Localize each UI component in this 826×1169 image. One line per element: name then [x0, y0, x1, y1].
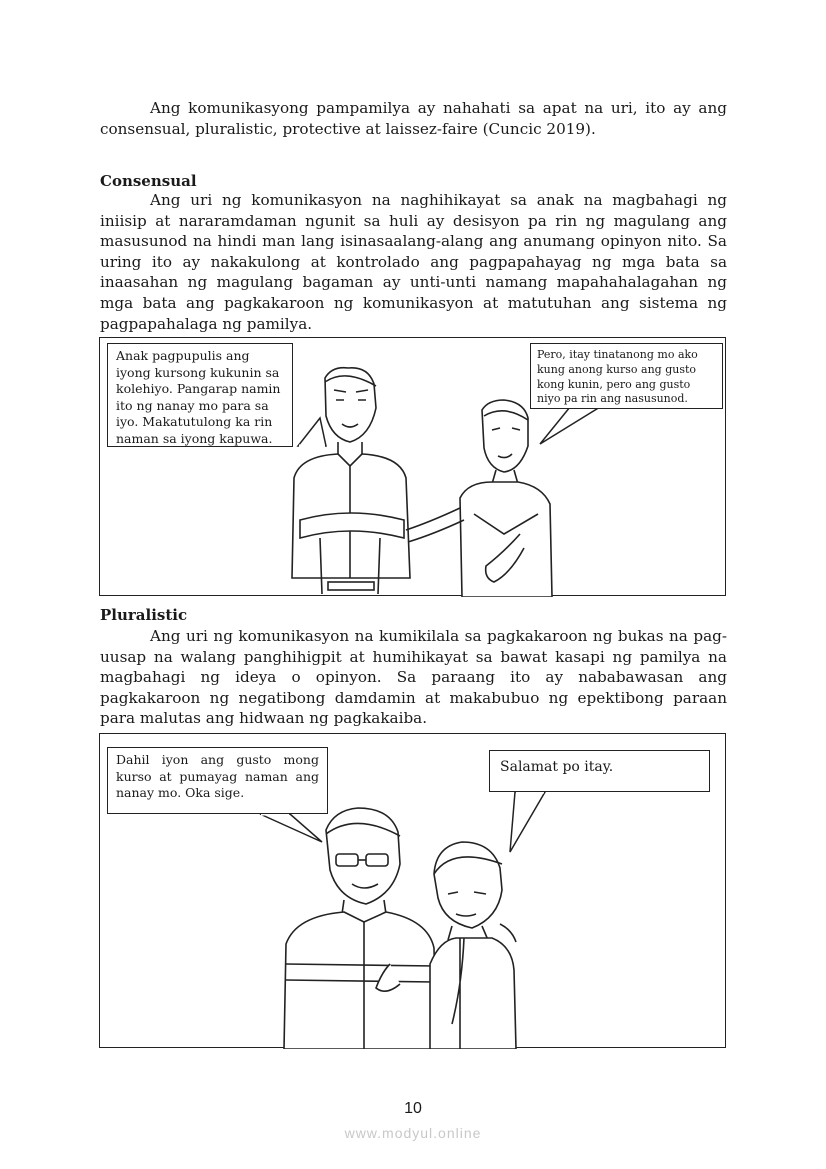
son-speech-bubble: Salamat po itay.: [489, 750, 710, 792]
father-bubble-tail: [298, 418, 326, 446]
father-figure: [292, 368, 410, 594]
intro-paragraph: Ang komunikasyong pampamilya ay nahahati sa apat na uri, ito ay ang consensual, pluralistic, protective at laissez-faire (Cuncic 2019).: [100, 99, 727, 138]
father-figure: [284, 808, 436, 1049]
consensual-paragraph: Ang uri ng komunikasyon na naghihikayat sa anak na magbahagi ng iniisip at nararamdaman ngunit sa huli ay desisyon pa rin ng magulang ang masusunod na hindi man lang isinasaalang-alang ang anumang opinyon nito. Sa uring ito ay nakakulong at kontrolado ang pagpapahayag ng mga bata sa inaasahan ng magulang bagaman ay unti-unti namang mapahahalagahan ng mga bata ang pagkakaroon ng komunikasyon at matutuhan ang sistema ng pagpapahalaga ng pamilya.: [100, 191, 727, 333]
comic-panel-consensual: [99, 337, 726, 596]
son-speech-bubble: Pero, itay tinatanong mo ako kung anong kurso ang gusto kong kunin, pero ang gusto niyo pa rin ang nasusunod.: [530, 343, 723, 409]
father-speech-bubble: Dahil iyon ang gusto mong kurso at pumayag naman ang nanay mo. Oka sige.: [107, 747, 328, 814]
father-bubble-tail: [260, 814, 322, 842]
son-figure: [406, 400, 552, 597]
section-heading-consensual: Consensual: [100, 172, 197, 190]
watermark-text: www.modyul.online: [344, 1125, 482, 1141]
son-figure: [430, 842, 516, 1049]
pluralistic-paragraph: Ang uri ng komunikasyon na kumikilala sa pagkakaroon ng bukas na pag-uusap na walang panghihigpit at humihikayat sa bawat kasapi ng pamilya na magbahagi ng ideya o opinyon. Sa paraang ito ay nababawasan ang pagkakaroon ng negatibong damdamin at makabubuo ng epektibong paraan para malutas ang hidwaan ng pagkakaiba.: [100, 627, 727, 728]
son-bubble-tail: [540, 407, 600, 444]
page-number: 10: [404, 1100, 422, 1117]
son-bubble-tail: [510, 792, 545, 852]
father-speech-bubble: Anak pagpupulis ang iyong kursong kukunin sa kolehiyo. Pangarap namin ito ng nanay mo para sa iyo. Makatutulong ka rin naman sa iyong kapuwa.: [107, 343, 293, 447]
section-heading-pluralistic: Pluralistic: [100, 606, 188, 624]
comic-panel-pluralistic: [99, 733, 726, 1048]
